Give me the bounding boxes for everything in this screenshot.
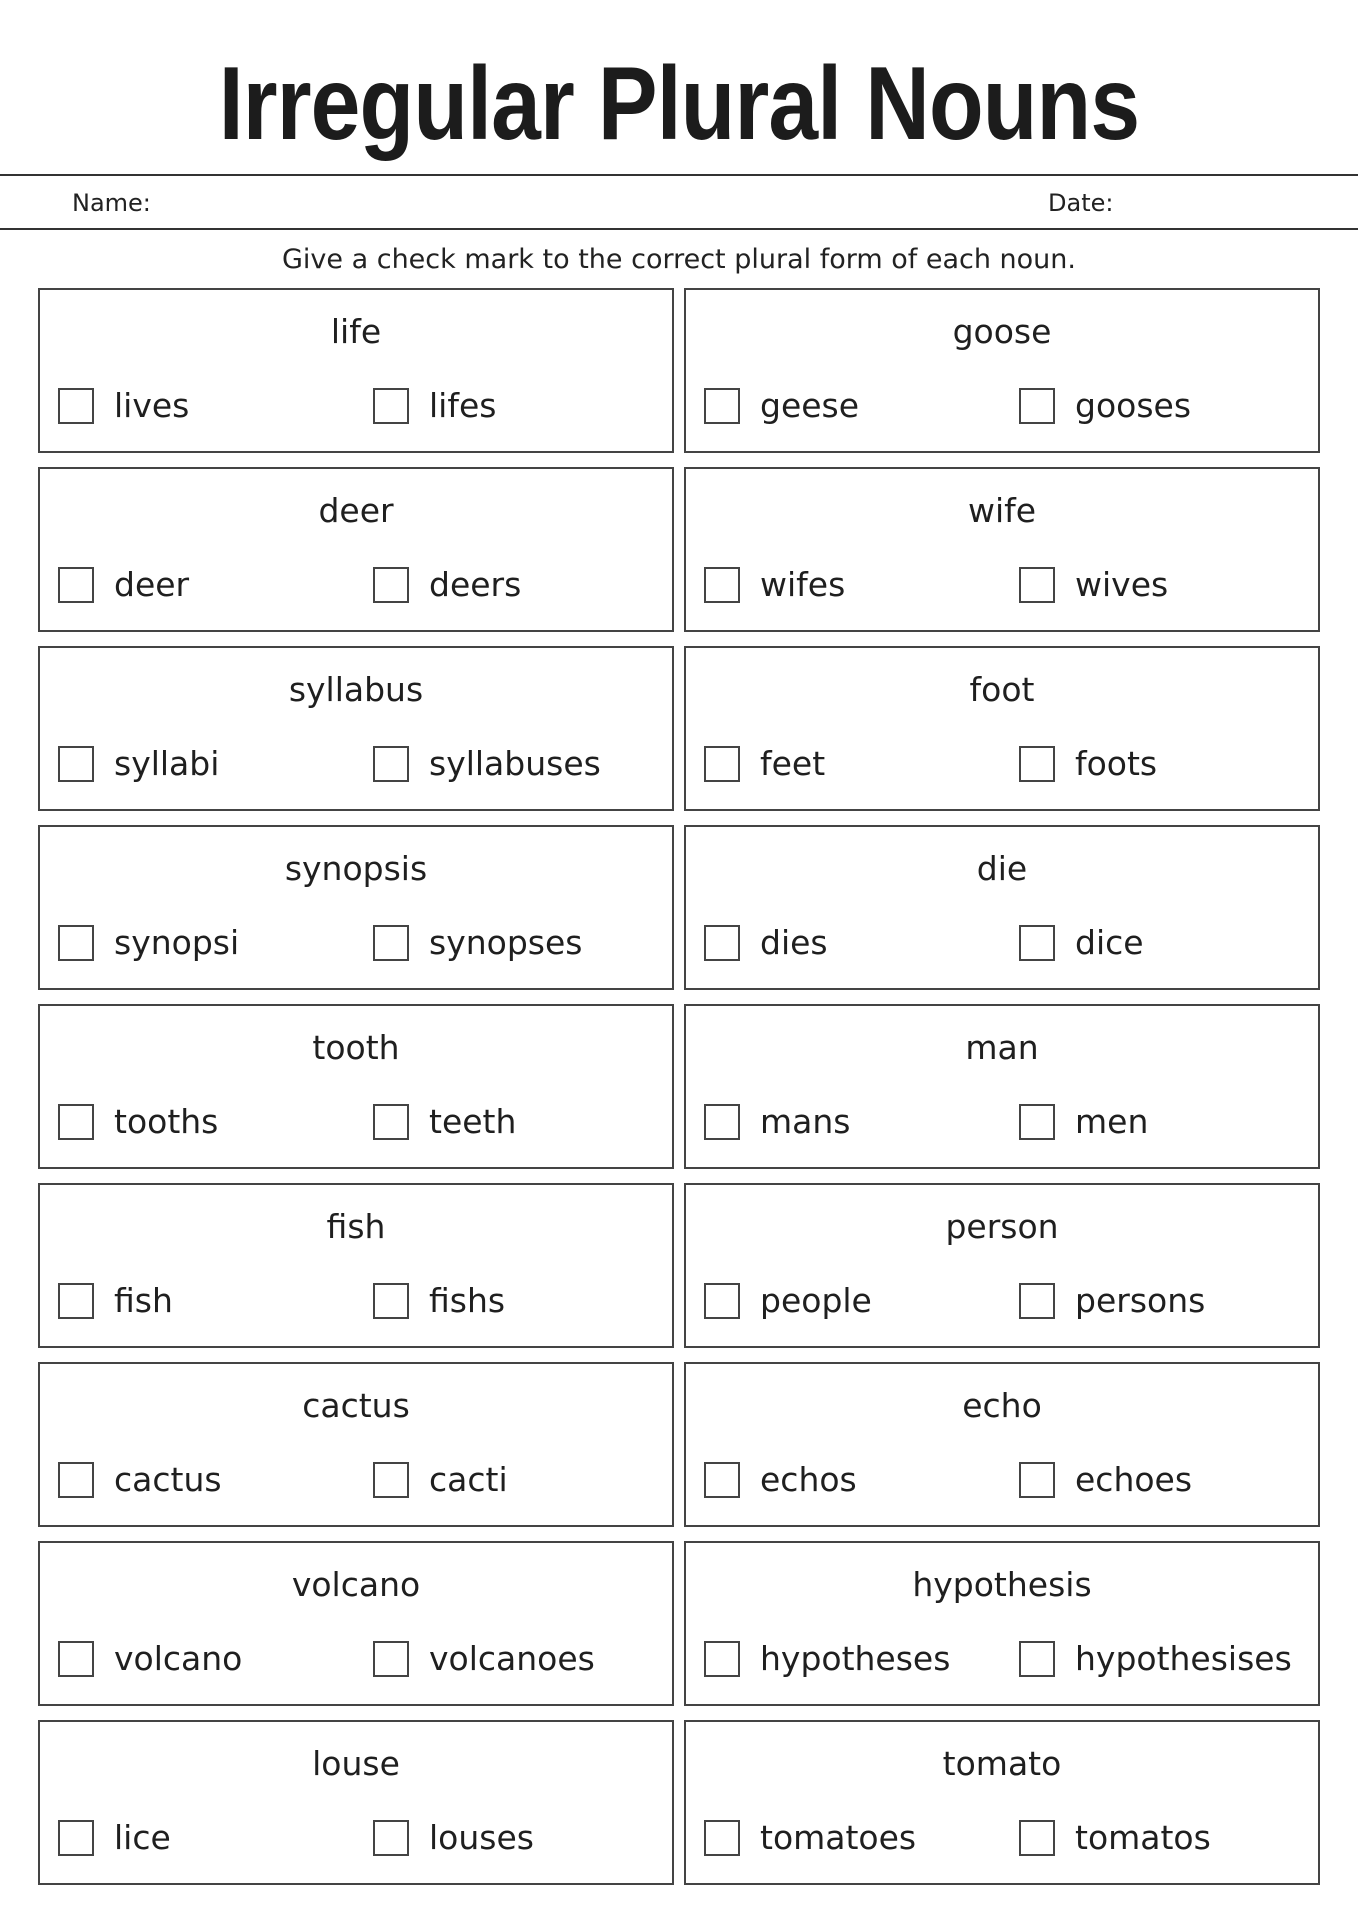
checkbox[interactable] bbox=[373, 925, 409, 961]
answer-option[interactable] bbox=[373, 563, 521, 607]
option-label: fishs bbox=[429, 1281, 506, 1320]
answer-option[interactable] bbox=[373, 921, 582, 965]
checkbox[interactable] bbox=[1019, 567, 1055, 603]
option-label: volcanoes bbox=[429, 1639, 595, 1678]
option-label: lifes bbox=[429, 386, 497, 425]
question-card bbox=[38, 825, 674, 990]
question-noun: fish bbox=[326, 1207, 386, 1246]
checkbox[interactable] bbox=[58, 1820, 94, 1856]
answer-option[interactable] bbox=[704, 1100, 850, 1144]
answer-option[interactable] bbox=[704, 921, 828, 965]
checkbox[interactable] bbox=[1019, 388, 1055, 424]
answer-option[interactable] bbox=[58, 1816, 171, 1860]
checkbox[interactable] bbox=[373, 1641, 409, 1677]
question-card bbox=[38, 288, 674, 453]
question-card bbox=[38, 1541, 674, 1706]
answer-option[interactable] bbox=[704, 1458, 857, 1502]
answer-option[interactable] bbox=[704, 1279, 872, 1323]
checkbox[interactable] bbox=[1019, 1104, 1055, 1140]
option-label: synopsi bbox=[114, 923, 240, 962]
checkbox[interactable] bbox=[704, 1820, 740, 1856]
question-noun: cactus bbox=[302, 1386, 410, 1425]
option-label: cactus bbox=[114, 1460, 222, 1499]
question-card bbox=[38, 1362, 674, 1527]
question-noun: die bbox=[976, 849, 1028, 888]
question-card bbox=[684, 1541, 1320, 1706]
checkbox[interactable] bbox=[704, 1462, 740, 1498]
checkbox[interactable] bbox=[58, 1283, 94, 1319]
question-noun: foot bbox=[969, 670, 1035, 709]
option-label: hypothesises bbox=[1075, 1639, 1292, 1678]
answer-option[interactable] bbox=[1019, 563, 1168, 607]
option-label: louses bbox=[429, 1818, 534, 1857]
checkbox[interactable] bbox=[373, 1462, 409, 1498]
question-noun: volcano bbox=[291, 1565, 421, 1604]
question-card bbox=[684, 646, 1320, 811]
checkbox[interactable] bbox=[58, 925, 94, 961]
option-label: people bbox=[760, 1281, 872, 1320]
answer-option[interactable] bbox=[58, 742, 219, 786]
question-noun: synopsis bbox=[284, 849, 428, 888]
checkbox[interactable] bbox=[704, 746, 740, 782]
question-noun: life bbox=[330, 312, 382, 351]
question-card bbox=[684, 467, 1320, 632]
date-label: Date: bbox=[1048, 189, 1114, 217]
checkbox[interactable] bbox=[58, 1462, 94, 1498]
answer-option[interactable] bbox=[58, 1637, 242, 1681]
checkbox[interactable] bbox=[373, 1820, 409, 1856]
checkbox[interactable] bbox=[373, 1283, 409, 1319]
checkbox[interactable] bbox=[373, 1104, 409, 1140]
option-label: synopses bbox=[429, 923, 583, 962]
answer-option[interactable] bbox=[1019, 1637, 1292, 1681]
option-label: dice bbox=[1075, 923, 1144, 962]
checkbox[interactable] bbox=[1019, 1820, 1055, 1856]
option-label: lice bbox=[114, 1818, 171, 1857]
answer-option[interactable] bbox=[58, 1100, 218, 1144]
answer-option[interactable] bbox=[704, 563, 845, 607]
option-label: volcano bbox=[114, 1639, 243, 1678]
option-label: persons bbox=[1075, 1281, 1206, 1320]
checkbox[interactable] bbox=[704, 1641, 740, 1677]
option-label: fish bbox=[114, 1281, 173, 1320]
option-label: foots bbox=[1075, 744, 1158, 783]
answer-option[interactable] bbox=[373, 1637, 595, 1681]
question-noun: hypothesis bbox=[912, 1565, 1092, 1604]
answer-option[interactable] bbox=[58, 1458, 222, 1502]
checkbox[interactable] bbox=[58, 1104, 94, 1140]
option-label: teeth bbox=[429, 1102, 517, 1141]
option-label: echos bbox=[760, 1460, 857, 1499]
option-label: feet bbox=[760, 744, 826, 783]
answer-option[interactable] bbox=[1019, 384, 1191, 428]
answer-option[interactable] bbox=[704, 1637, 950, 1681]
checkbox[interactable] bbox=[58, 567, 94, 603]
answer-option[interactable] bbox=[373, 1100, 516, 1144]
answer-option[interactable] bbox=[1019, 921, 1144, 965]
answer-option[interactable] bbox=[58, 1279, 173, 1323]
option-label: lives bbox=[114, 386, 190, 425]
answer-option[interactable] bbox=[373, 1816, 534, 1860]
question-card bbox=[684, 825, 1320, 990]
option-label: syllabi bbox=[114, 744, 220, 783]
question-grid bbox=[38, 288, 1320, 1885]
answer-option[interactable] bbox=[373, 742, 601, 786]
option-label: wives bbox=[1075, 565, 1169, 604]
question-card bbox=[684, 288, 1320, 453]
checkbox[interactable] bbox=[704, 567, 740, 603]
answer-option[interactable] bbox=[704, 1816, 916, 1860]
question-card bbox=[684, 1720, 1320, 1885]
checkbox[interactable] bbox=[704, 1104, 740, 1140]
question-card bbox=[38, 467, 674, 632]
top-divider bbox=[0, 174, 1358, 176]
answer-option[interactable] bbox=[58, 921, 239, 965]
answer-option[interactable] bbox=[1019, 742, 1157, 786]
option-label: syllabuses bbox=[429, 744, 601, 783]
bottom-divider bbox=[0, 228, 1358, 230]
name-label: Name: bbox=[72, 189, 151, 217]
option-label: tooths bbox=[114, 1102, 219, 1141]
question-noun: syllabus bbox=[288, 670, 424, 709]
checkbox[interactable] bbox=[704, 1283, 740, 1319]
question-noun: louse bbox=[312, 1744, 400, 1783]
question-noun: person bbox=[945, 1207, 1059, 1246]
option-label: dies bbox=[760, 923, 828, 962]
checkbox[interactable] bbox=[58, 746, 94, 782]
answer-option[interactable] bbox=[704, 384, 859, 428]
option-label: gooses bbox=[1075, 386, 1192, 425]
question-noun: goose bbox=[952, 312, 1052, 351]
question-noun: deer bbox=[318, 491, 394, 530]
option-label: cacti bbox=[429, 1460, 508, 1499]
checkbox[interactable] bbox=[704, 388, 740, 424]
question-noun: wife bbox=[967, 491, 1037, 530]
checkbox[interactable] bbox=[373, 746, 409, 782]
answer-option[interactable] bbox=[373, 384, 496, 428]
checkbox[interactable] bbox=[1019, 1283, 1055, 1319]
answer-option[interactable] bbox=[1019, 1100, 1148, 1144]
option-label: deers bbox=[429, 565, 522, 604]
question-card bbox=[684, 1004, 1320, 1169]
question-card bbox=[38, 646, 674, 811]
answer-option[interactable] bbox=[1019, 1458, 1192, 1502]
checkbox[interactable] bbox=[1019, 1641, 1055, 1677]
answer-option[interactable] bbox=[1019, 1816, 1211, 1860]
checkbox[interactable] bbox=[373, 388, 409, 424]
answer-option[interactable] bbox=[58, 563, 189, 607]
option-label: mans bbox=[760, 1102, 851, 1141]
question-noun: man bbox=[965, 1028, 1039, 1067]
option-label: tomatos bbox=[1075, 1818, 1211, 1857]
checkbox[interactable] bbox=[58, 1641, 94, 1677]
answer-option[interactable] bbox=[704, 742, 825, 786]
question-card bbox=[38, 1183, 674, 1348]
answer-option[interactable] bbox=[373, 1458, 508, 1502]
option-label: deer bbox=[114, 565, 190, 604]
instructions: Give a check mark to the correct plural form of each noun. bbox=[282, 244, 1076, 275]
checkbox[interactable] bbox=[373, 567, 409, 603]
checkbox[interactable] bbox=[1019, 1462, 1055, 1498]
question-card bbox=[38, 1720, 674, 1885]
answer-option[interactable] bbox=[373, 1279, 505, 1323]
question-noun: echo bbox=[962, 1386, 1042, 1425]
checkbox[interactable] bbox=[1019, 925, 1055, 961]
checkbox[interactable] bbox=[58, 388, 94, 424]
checkbox[interactable] bbox=[704, 925, 740, 961]
worksheet-title: Irregular Plural Nouns bbox=[218, 46, 1140, 162]
checkbox[interactable] bbox=[1019, 746, 1055, 782]
question-noun: tooth bbox=[312, 1028, 400, 1067]
option-label: hypotheses bbox=[760, 1639, 951, 1678]
question-card bbox=[38, 1004, 674, 1169]
question-card bbox=[684, 1362, 1320, 1527]
option-label: men bbox=[1075, 1102, 1149, 1141]
option-label: echoes bbox=[1075, 1460, 1193, 1499]
option-label: wifes bbox=[760, 565, 846, 604]
option-label: tomatoes bbox=[760, 1818, 917, 1857]
answer-option[interactable] bbox=[1019, 1279, 1205, 1323]
option-label: geese bbox=[760, 386, 860, 425]
question-card bbox=[684, 1183, 1320, 1348]
answer-option[interactable] bbox=[58, 384, 189, 428]
question-noun: tomato bbox=[942, 1744, 1062, 1783]
